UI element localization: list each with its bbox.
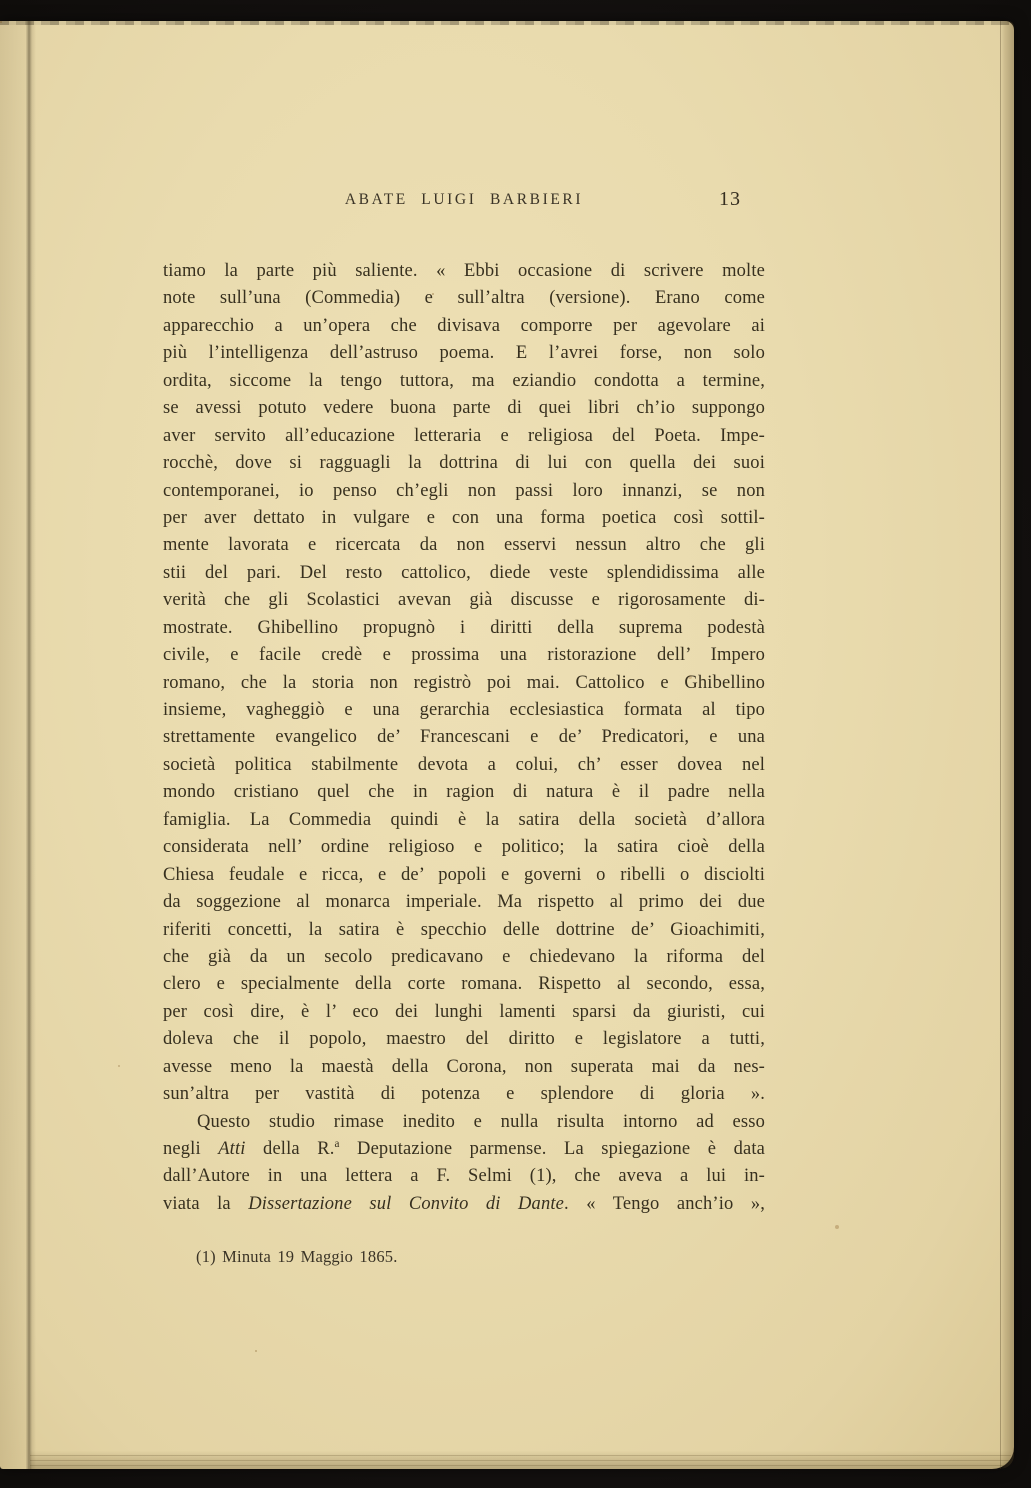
text-line: rocchè, dove si ragguagli la dottrina di lui con quella dei suoi: [163, 453, 765, 474]
page-number: 13: [719, 188, 741, 210]
text-line: civile, e facile credè e prossima una ristorazione dell’ Impero: [163, 645, 765, 666]
text-line: da soggezione al monarca imperiale. Ma rispetto al primo dei due: [163, 892, 765, 913]
page-header: [163, 188, 765, 217]
text-line: più l’intelligenza dell’astruso poema. E l’avrei forse, non solo: [163, 343, 765, 364]
text-line: avesse meno la maestà della Corona, non superata mai da nes-: [163, 1056, 765, 1077]
text-line: Questo studio rimase inedito e nulla risulta intorno ad esso: [197, 1111, 765, 1132]
text-line: se avessi potuto vedere buona parte di quei libri ch’io suppongo: [163, 398, 765, 419]
text-line: strettamente evangelico de’ Francescani e de’ Predicatori, e una: [163, 727, 765, 748]
text-line: doleva che il popolo, maestro del diritto e legislatore a tutti,: [163, 1029, 765, 1050]
text-line: riferiti concetti, la satira è specchio delle dottrine de’ Gioachimiti,: [163, 919, 765, 940]
book-page: [0, 21, 1014, 1469]
text-line: apparecchio a un’opera che divisava comporre per agevolare ai: [163, 315, 765, 336]
text-line: Chiesa feudale e ricca, e de’ popoli e governi o ribelli o disciolti: [163, 864, 765, 885]
text-line: romano, che la storia non registrò poi mai. Cattolico e Ghibellino: [163, 672, 765, 693]
text-line: dall’Autore in una lettera a F. Selmi (1), che aveva a lui in-: [163, 1166, 765, 1187]
text-line: famiglia. La Commedia quindi è la satira della società d’allora: [163, 809, 765, 830]
text-line: negli Atti della R.$^a$ Deputazione parmense. La spiegazione è data: [163, 1137, 765, 1159]
page-edge-right: [1000, 21, 1014, 1469]
text-line: per aver dettato in vulgare e con una forma poetica così sottil-: [163, 507, 765, 528]
text-line: contemporanei, io penso ch’egli non passi loro innanzi, se non: [163, 480, 765, 501]
footnote: (1) Minuta 19 Maggio 1865.: [196, 1247, 398, 1266]
text-line: mostrate. Ghibellino propugnò i diritti della suprema podestà: [163, 617, 765, 638]
text-line: considerata nell’ ordine religioso e politico; la satira cioè della: [163, 837, 765, 858]
text-line: mente lavorata e ricercata da non esservi nessun altro che gli: [163, 535, 765, 556]
text-line: che già da un secolo predicavano e chiedevano la riforma del: [163, 946, 765, 967]
text-line: mondo cristiano quel che in ragion di natura è il padre nella: [163, 782, 765, 803]
text-line: note sull’una (Commedia) e sull’altra (versione). Erano come: [163, 288, 765, 309]
text-line: per così dire, è l’ eco dei lunghi lamenti sparsi da giuristi, cui: [163, 1001, 765, 1022]
gutter-crease: [26, 21, 36, 1469]
text-line: società politica stabilmente devota a colui, ch’ esser dovea nel: [163, 754, 765, 775]
running-header-title: ABATE LUIGI BARBIERI: [344, 191, 584, 208]
text-line: tiamo la parte più saliente. « Ebbi occasione di scrivere molte: [163, 261, 765, 281]
text-line: stii del pari. Del resto cattolico, diede veste splendidissima alle: [163, 562, 765, 583]
text-line: insieme, vagheggiò e una gerarchia ecclesiastica formata al tipo: [163, 700, 765, 720]
text-line: viata la Dissertazione sul Convito di Dante. « Tengo anch’io »,: [163, 1193, 765, 1214]
body-text: [163, 258, 765, 1218]
text-line: clero e specialmente della corte romana. Rispetto al secondo, essa,: [163, 974, 765, 995]
page-edge-bottom: [30, 1451, 1012, 1469]
paper-specks: [0, 21, 2, 23]
text-line: verità che gli Scolastici avevan già discusse e rigorosamente di-: [163, 590, 765, 611]
text-line: aver servito all’educazione letteraria e religiosa del Poeta. Impe-: [163, 425, 765, 446]
text-line: sun’altra per vastità di potenza e splendore di gloria ».: [163, 1084, 765, 1105]
page-gutter: [0, 21, 27, 1469]
text-line: ordita, siccome la tengo tuttora, ma eziandio condotta a termine,: [163, 370, 765, 391]
